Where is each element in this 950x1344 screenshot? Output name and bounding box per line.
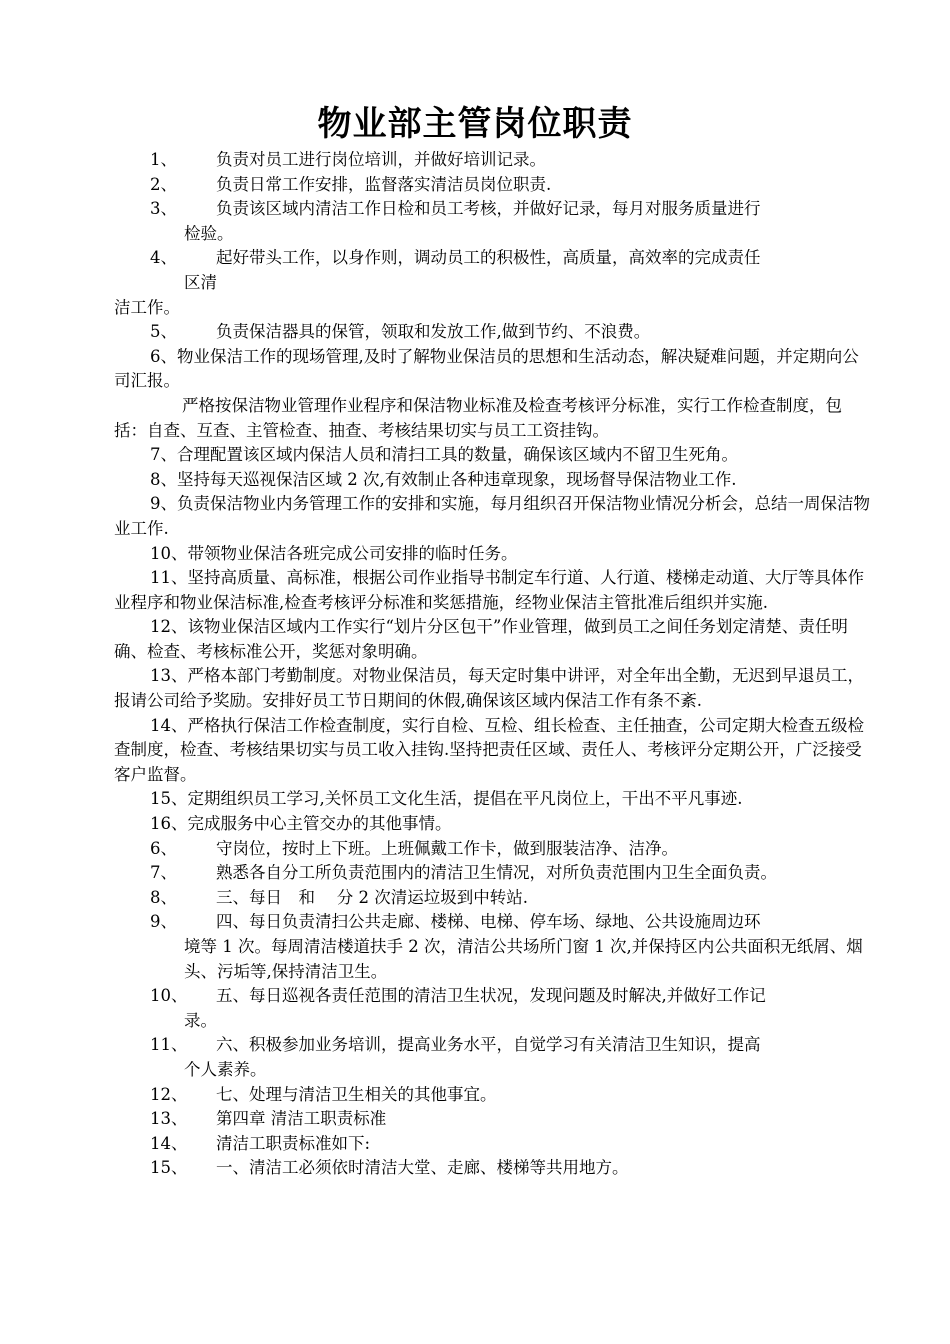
list-item	[114, 984, 870, 1033]
item-continuation: 个人素养。	[184, 1059, 267, 1079]
paragraph: 11、坚持高质量、高标准，根据公司作业指导书制定车行道、人行道、楼梯走动道、大厅等具体作业程序和物业保洁标准,检查考核评分标准和奖惩措施，经物业保洁主管批准后组织并实施.	[114, 568, 864, 612]
list-item	[114, 1033, 870, 1082]
item-text: 六、积极参加业务培训，提高业务水平，自觉学习有关清洁卫生知识，提高	[216, 1035, 761, 1055]
paragraph: 严格按保洁物业管理作业程序和保洁物业标准及检查考核评分标准，实行工作检查制度，包括：自查、互查、主管检查、抽查、考核结果切实与员工工资挂钩。	[114, 395, 842, 440]
item-continuation: 检验。	[184, 223, 234, 243]
item-text-block	[216, 1156, 870, 1181]
paragraph: 8、坚持每天巡视保洁区域 2 次,有效制止各种违章现象，现场督导保洁物业工作.	[150, 469, 737, 489]
item-text: 负责保洁器具的保管，领取和发放工作,做到节约、不浪费。	[216, 322, 651, 342]
item-number: 13、	[150, 1109, 188, 1129]
item-gap	[186, 1083, 216, 1108]
paragraph-continuation: 洁工作。	[114, 297, 180, 317]
paragraph: 14、严格执行保洁工作检查制度，实行自检、互检、组长检查、主任抽查，公司定期大检查五级检查制度，检查、考核结果切实与员工收入挂钩.坚持把责任区域、责任人、考核评分定期公开，广泛接受客户监督。	[114, 715, 864, 784]
item-number: 11、	[150, 1035, 188, 1055]
item-number: 2、	[150, 174, 177, 194]
item-text: 负责日常工作安排，监督落实清洁员岗位职责.	[216, 174, 552, 194]
item-gap	[186, 837, 216, 862]
list-item	[114, 1132, 870, 1157]
list-item	[114, 148, 870, 173]
item-gap	[186, 320, 216, 345]
item-gap	[186, 173, 216, 198]
list-item	[114, 320, 870, 345]
item-text-block	[216, 837, 870, 862]
list-item	[114, 1107, 870, 1132]
paragraph: 10、带领物业保洁各班完成公司安排的临时任务。	[150, 543, 518, 563]
item-number: 10、	[150, 986, 188, 1006]
item-text-block	[216, 1107, 870, 1132]
item-number: 8、	[150, 887, 177, 907]
item-text: 一、清洁工必须依时清洁大堂、走廊、楼梯等共用地方。	[216, 1158, 629, 1178]
item-continuation: 区清	[184, 272, 217, 292]
paragraph: 15、定期组织员工学习,关怀员工文化生活，提倡在平凡岗位上，干出不平凡事迹.	[150, 789, 743, 809]
item-text: 守岗位，按时上下班。上班佩戴工作卡，做到服装洁净、洁净。	[216, 838, 678, 858]
list-item	[114, 1156, 870, 1181]
item-text-block	[216, 148, 870, 173]
list-item	[114, 1083, 870, 1108]
item-text-block	[216, 1132, 870, 1157]
item-text: 三、每日 和 分 2 次清运垃圾到中转站.	[216, 887, 528, 907]
item-gap	[186, 861, 216, 886]
item-number: 6、	[150, 838, 177, 858]
paragraph: 7、合理配置该区域内保洁人员和清扫工具的数量，确保该区域内不留卫生死角。	[150, 445, 738, 465]
item-text-block	[184, 246, 870, 295]
item-number: 4、	[150, 248, 177, 268]
item-gap	[186, 148, 216, 173]
paragraph: 9、负责保洁物业内务管理工作的安排和实施，每月组织召开保洁物业情况分析会，总结一周保洁物业工作.	[114, 494, 870, 538]
item-text-block	[184, 197, 870, 246]
item-text: 负责该区域内清洁工作日检和员工考核，并做好记录，每月对服务质量进行	[216, 199, 761, 219]
item-text-block	[184, 910, 870, 984]
item-number: 3、	[150, 199, 177, 219]
list-item	[114, 197, 870, 246]
item-text: 第四章 清洁工职责标准	[216, 1109, 387, 1129]
item-text-block	[216, 1083, 870, 1108]
list-item	[114, 837, 870, 862]
item-number: 14、	[150, 1133, 188, 1153]
item-number: 1、	[150, 150, 177, 169]
item-text: 五、每日巡视各责任范围的清洁卫生状况，发现问题及时解决,并做好工作记	[216, 986, 766, 1006]
item-text: 七、处理与清洁卫生相关的其他事宜。	[216, 1084, 497, 1104]
item-continuation: 境等 1 次。每周清洁楼道扶手 2 次，清洁公共场所门窗 1 次,并保持区内公共面积无纸屑、烟头、污垢等,保持清洁卫生。	[184, 937, 863, 981]
item-text: 清洁工职责标准如下:	[216, 1133, 371, 1153]
item-gap	[186, 1156, 216, 1181]
item-gap	[186, 1132, 216, 1157]
page-title: 物业部主管岗位职责	[317, 104, 633, 144]
item-number: 12、	[150, 1084, 188, 1104]
list-item	[114, 910, 870, 984]
list-item	[114, 861, 870, 886]
item-number: 15、	[150, 1158, 188, 1178]
list-item	[114, 886, 870, 911]
paragraph: 13、严格本部门考勤制度。对物业保洁员，每天定时集中讲评，对全年出全勤，无迟到早退员工，报请公司给予奖励。安排好员工节日期间的休假,确保该区域内保洁工作有条不紊.	[114, 666, 864, 711]
item-text: 四、每日负责清扫公共走廊、楼梯、电梯、停车场、绿地、公共设施周边环	[216, 912, 761, 932]
paragraph: 6、物业保洁工作的现场管理,及时了解物业保洁员的思想和生活动态，解决疑难问题，并定期向公司汇报。	[114, 346, 859, 391]
item-text-block	[216, 886, 870, 911]
paragraph: 12、该物业保洁区域内工作实行“划片分区包干”作业管理，做到员工之间任务划定清楚、责任明确、检查、考核标准公开，奖惩对象明确。	[114, 617, 848, 661]
item-text-block	[216, 320, 870, 345]
item-number: 5、	[150, 322, 177, 342]
item-gap	[186, 1107, 216, 1132]
item-text-block	[216, 173, 870, 198]
item-text: 起好带头工作，以身作则，调动员工的积极性，高质量，高效率的完成责任	[216, 248, 761, 268]
item-number: 9、	[150, 912, 177, 932]
item-number: 7、	[150, 863, 177, 883]
item-gap	[186, 886, 216, 911]
list-item	[114, 173, 870, 198]
item-text: 负责对员工进行岗位培训，并做好培训记录。	[216, 150, 546, 169]
item-text: 熟悉各自分工所负责范围内的清洁卫生情况，对所负责范围内卫生全面负责。	[216, 863, 777, 883]
item-continuation: 录。	[184, 1010, 217, 1030]
document-body	[114, 148, 870, 1181]
list-item	[114, 246, 870, 295]
item-text-block	[184, 1033, 870, 1082]
item-text-block	[184, 984, 870, 1033]
item-text-block	[216, 861, 870, 886]
paragraph: 16、完成服务中心主管交办的其他事情。	[150, 814, 452, 834]
